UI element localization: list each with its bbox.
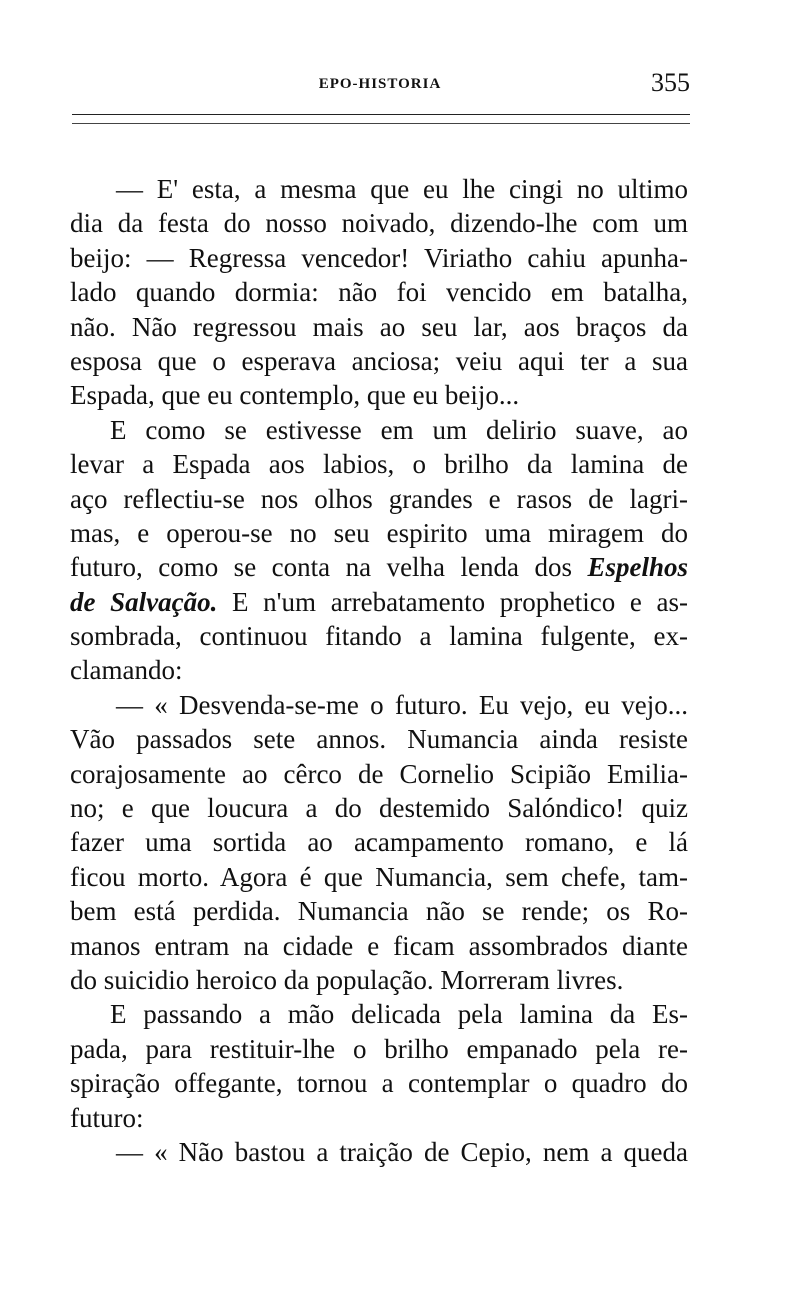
text-line: spiração offegante, tornou a contemplar o quadro do — [70, 1068, 688, 1099]
text-line: beijo: — Regressa vencedor! Viriatho cahiu apunha- — [70, 242, 688, 273]
text-line: Vão passados sete annos. Numancia ainda resiste — [70, 724, 688, 755]
text-line: levar a Espada aos labios, o brilho da lamina de — [70, 449, 688, 480]
text-line: dia da festa do nosso noivado, dizendo-lhe com um — [70, 208, 688, 239]
text-line: Espada, que eu contemplo, que eu beijo... — [70, 380, 520, 411]
text-line: corajosamente ao cêrco de Cornelio Scipião Emilia- — [70, 758, 688, 789]
text-line: aço reflectiu-se nos olhos grandes e rasos de lagri- — [70, 483, 688, 514]
text-line: — « Desvenda-se-me o futuro. Eu vejo, eu vejo... — [116, 689, 688, 720]
running-head — [70, 68, 690, 102]
italic-title: de Salvação. — [70, 586, 218, 617]
body-text — [70, 172, 688, 1169]
text-line: manos entram na cidade e ficam assombrados diante — [70, 930, 688, 961]
text-line: de Salvação. E n'um arrebatamento prophetico e as- — [70, 586, 688, 617]
text-line: lado quando dormia: não foi vencido em batalha, — [70, 277, 688, 308]
text-line: bem está perdida. Numancia não se rende; os Ro- — [70, 896, 688, 927]
text-line: fazer uma sortida ao acampamento romano, e lá — [70, 827, 688, 858]
text-line: E passando a mão delicada pela lamina da Es- — [110, 999, 688, 1030]
text-line: — E' esta, a mesma que eu lhe cingi no ultimo — [116, 174, 688, 204]
running-title: EPO-HISTORIA — [318, 76, 442, 92]
text-line: sombrada, continuou fitando a lamina fulgente, ex- — [70, 621, 688, 652]
text-line: futuro, como se conta na velha lenda dos Espelhos — [70, 552, 688, 583]
text-line: futuro: — [70, 1102, 144, 1133]
text-line: no; e que loucura a do destemido Salóndico! quiz — [70, 793, 688, 824]
text-line: mas, e operou-se no seu espirito uma miragem do — [70, 517, 688, 548]
header-rule — [72, 114, 690, 115]
text-line: do suicidio heroico da população. Morreram livres. — [70, 964, 624, 995]
italic-title: Espelhos — [587, 552, 688, 583]
text-line: esposa que o esperava anciosa; veiu aqui ter a sua — [70, 345, 688, 376]
text-line: não. Não regressou mais ao seu lar, aos braços da — [70, 311, 688, 342]
text-line: pada, para restituir-lhe o brilho empanado pela re- — [70, 1033, 688, 1064]
text-line: clamando: — [70, 655, 183, 686]
text-line: ficou morto. Agora é que Numancia, sem chefe, tam- — [70, 861, 688, 892]
page-number: 355 — [651, 68, 690, 97]
header-rule-secondary — [72, 123, 690, 124]
text-line: E como se estivesse em um delirio suave, ao — [110, 414, 688, 445]
text-line: — « Não bastou a traição de Cepio, nem a queda — [116, 1136, 688, 1167]
